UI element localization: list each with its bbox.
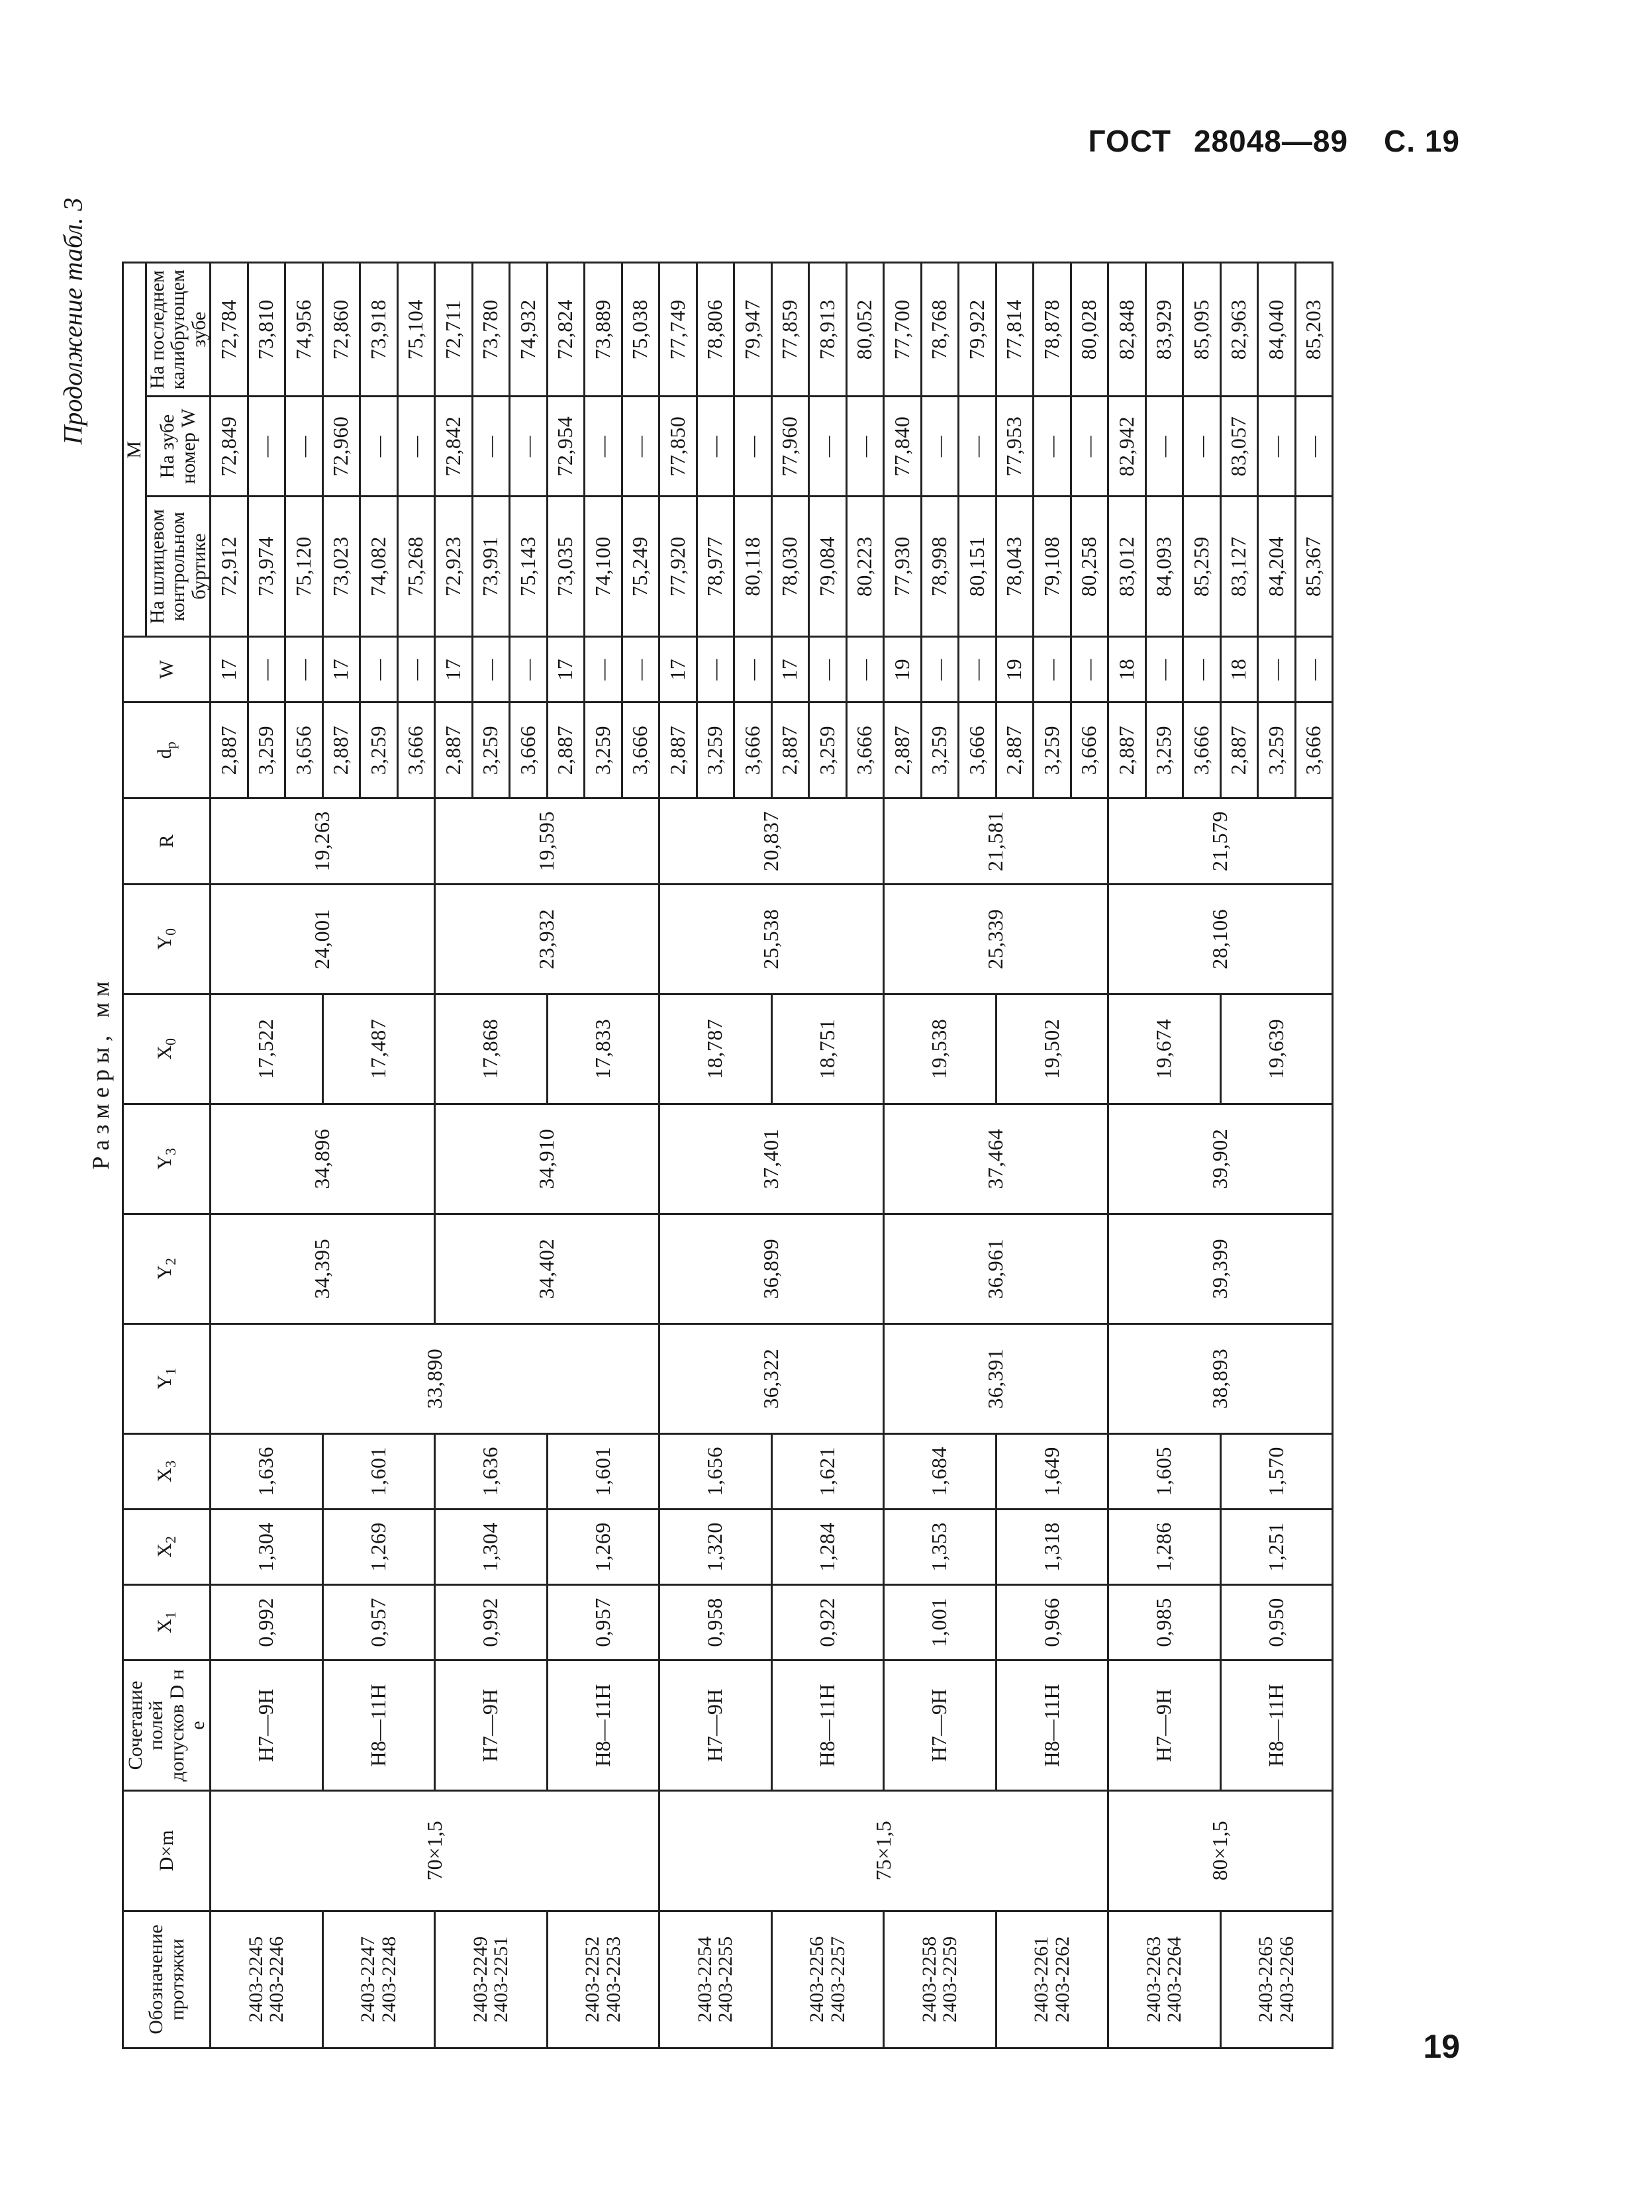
w-cell: 19 — [884, 637, 922, 702]
m-control-cell: 74,082 — [360, 496, 398, 637]
col-x3-index: 3 — [162, 1460, 179, 1468]
x0-cell: 19,538 — [884, 994, 996, 1104]
m-control-cell: 77,930 — [884, 496, 922, 637]
tolerance-cell: H7—9H — [1108, 1660, 1221, 1790]
col-y3 — [123, 1104, 211, 1214]
dp-cell: 2,887 — [1220, 702, 1258, 798]
w-cell: 17 — [435, 637, 473, 702]
y2-cell: 34,402 — [435, 1214, 659, 1323]
dp-cell: 3,259 — [921, 702, 959, 798]
m-tooth-cell: — — [360, 397, 398, 496]
m-last-cell: 78,913 — [809, 263, 847, 397]
table-row — [435, 263, 473, 2048]
m-last-cell: 78,878 — [1034, 263, 1071, 397]
col-y2 — [123, 1214, 211, 1323]
m-control-cell: 73,991 — [472, 496, 510, 637]
dp-cell: 2,887 — [547, 702, 585, 798]
w-cell: — — [846, 637, 884, 702]
x1-cell: 0,922 — [771, 1584, 884, 1660]
w-cell: — — [585, 637, 622, 702]
x0-cell: 18,751 — [771, 994, 884, 1104]
x2-cell: 1,269 — [322, 1509, 435, 1584]
y1-cell: 38,893 — [1108, 1323, 1333, 1433]
m-control-cell: 73,023 — [322, 496, 360, 637]
y2-cell: 36,961 — [884, 1214, 1108, 1323]
x2-cell: 1,304 — [211, 1509, 323, 1584]
m-last-cell: 78,806 — [697, 263, 734, 397]
dp-cell: 3,259 — [472, 702, 510, 798]
col-w: W — [123, 637, 211, 702]
m-tooth-cell: — — [622, 397, 659, 496]
m-last-cell: 74,956 — [285, 263, 323, 397]
w-cell: — — [1295, 637, 1333, 702]
w-cell: — — [1183, 637, 1221, 702]
y1-cell: 36,391 — [884, 1323, 1108, 1433]
m-control-cell: 79,084 — [809, 496, 847, 637]
m-last-cell: 75,104 — [397, 263, 435, 397]
col-x3-symbol: X — [154, 1467, 176, 1482]
m-tooth-cell: — — [1258, 397, 1296, 496]
m-tooth-cell: 72,842 — [435, 397, 473, 496]
col-x1 — [123, 1584, 211, 1660]
dp-cell: 3,666 — [1183, 702, 1221, 798]
w-cell: — — [921, 637, 959, 702]
m-control-cell: 85,367 — [1295, 496, 1333, 637]
m-last-cell: 77,700 — [884, 263, 922, 397]
col-x2-symbol: X — [154, 1543, 176, 1558]
m-tooth-cell: — — [585, 397, 622, 496]
dp-cell: 3,666 — [1295, 702, 1333, 798]
x1-cell: 0,957 — [547, 1584, 659, 1660]
col-tolerance: Сочетание полей допусков D н e — [123, 1660, 211, 1790]
m-control-cell: 80,258 — [1071, 496, 1108, 637]
x3-cell: 1,605 — [1108, 1433, 1221, 1509]
dp-cell: 3,259 — [1034, 702, 1071, 798]
m-control-cell: 75,120 — [285, 496, 323, 637]
m-tooth-cell: — — [1183, 397, 1221, 496]
x0-cell: 17,868 — [435, 994, 548, 1104]
m-last-cell: 73,889 — [585, 263, 622, 397]
m-tooth-cell: 72,954 — [547, 397, 585, 496]
w-cell: — — [397, 637, 435, 702]
w-cell: — — [734, 637, 772, 702]
designation-cell: 2403-2261 2403-2262 — [996, 1911, 1108, 2048]
m-control-cell: 73,035 — [547, 496, 585, 637]
x0-cell: 19,502 — [996, 994, 1108, 1104]
designation-cell: 2403-2245 2403-2246 — [211, 1911, 323, 2048]
m-last-cell: 78,768 — [921, 263, 959, 397]
x0-cell: 17,487 — [322, 994, 435, 1104]
dp-cell: 3,666 — [959, 702, 996, 798]
col-dp-index: р — [162, 742, 179, 749]
m-tooth-cell: — — [734, 397, 772, 496]
x2-cell: 1,251 — [1220, 1509, 1333, 1584]
x1-cell: 0,992 — [211, 1584, 323, 1660]
dp-cell: 3,666 — [734, 702, 772, 798]
m-control-cell: 75,268 — [397, 496, 435, 637]
w-cell: 18 — [1108, 637, 1146, 702]
col-dp — [123, 702, 211, 798]
m-control-cell: 78,043 — [996, 496, 1034, 637]
m-control-cell: 78,998 — [921, 496, 959, 637]
col-y0-symbol: Y — [154, 935, 176, 950]
m-last-cell: 84,040 — [1258, 263, 1296, 397]
x2-cell: 1,320 — [659, 1509, 772, 1584]
y3-cell: 37,401 — [659, 1104, 884, 1214]
dp-cell: 3,259 — [248, 702, 285, 798]
page-header — [1089, 123, 1460, 159]
col-y1-index: 1 — [162, 1367, 179, 1375]
m-control-cell: 73,974 — [248, 496, 285, 637]
w-cell: — — [809, 637, 847, 702]
m-tooth-cell: — — [248, 397, 285, 496]
m-tooth-cell: 77,850 — [659, 397, 697, 496]
standard-label: ГОСТ — [1088, 124, 1171, 158]
m-tooth-cell: 83,057 — [1220, 397, 1258, 496]
m-tooth-cell: 72,960 — [322, 397, 360, 496]
m-control-cell: 75,143 — [510, 496, 548, 637]
m-last-cell: 73,810 — [248, 263, 285, 397]
m-tooth-cell: — — [846, 397, 884, 496]
w-cell: — — [285, 637, 323, 702]
col-x0-index: 0 — [162, 1037, 179, 1045]
dp-cell: 2,887 — [659, 702, 697, 798]
designation-cell: 2403-2252 2403-2253 — [547, 1911, 659, 2048]
m-tooth-cell: — — [397, 397, 435, 496]
col-x0-symbol: X — [154, 1045, 176, 1060]
dp-cell: 3,259 — [360, 702, 398, 798]
w-cell: 17 — [659, 637, 697, 702]
col-y3-index: 3 — [162, 1147, 179, 1155]
x1-cell: 1,001 — [884, 1584, 996, 1660]
m-last-cell: 85,095 — [1183, 263, 1221, 397]
dimensions-table — [122, 262, 1334, 2049]
w-cell: — — [1071, 637, 1108, 702]
x1-cell: 0,966 — [996, 1584, 1108, 1660]
designation-cell: 2403-2256 2403-2257 — [771, 1911, 884, 2048]
m-control-cell: 77,920 — [659, 496, 697, 637]
tolerance-cell: H8—11H — [996, 1660, 1108, 1790]
m-tooth-cell: — — [959, 397, 996, 496]
table-row — [884, 263, 922, 2048]
col-x2-index: 2 — [162, 1535, 179, 1543]
m-tooth-cell: — — [697, 397, 734, 496]
col-y0 — [123, 884, 211, 994]
r-cell: 19,263 — [211, 798, 435, 885]
dp-cell: 2,887 — [771, 702, 809, 798]
w-cell: 17 — [771, 637, 809, 702]
m-tooth-cell: 77,960 — [771, 397, 809, 496]
tolerance-cell: H8—11H — [322, 1660, 435, 1790]
x0-cell: 17,522 — [211, 994, 323, 1104]
col-y2-symbol: Y — [154, 1265, 176, 1280]
r-cell: 20,837 — [659, 798, 884, 885]
table-continuation-caption: Продолжение табл. 3 — [58, 197, 88, 445]
dp-cell: 3,666 — [1071, 702, 1108, 798]
col-x2 — [123, 1509, 211, 1584]
dp-cell: 3,259 — [1145, 702, 1183, 798]
dxm-cell: 80×1,5 — [1108, 1791, 1333, 1911]
w-cell: 17 — [211, 637, 248, 702]
m-last-cell: 73,918 — [360, 263, 398, 397]
m-last-cell: 85,203 — [1295, 263, 1333, 397]
w-cell: — — [1258, 637, 1296, 702]
page-number: 19 — [1423, 2028, 1460, 2065]
col-designation: Обозначение протяжки — [123, 1911, 211, 2048]
y2-cell: 39,399 — [1108, 1214, 1333, 1323]
m-control-cell: 84,093 — [1145, 496, 1183, 637]
w-cell: 17 — [322, 637, 360, 702]
x1-cell: 0,958 — [659, 1584, 772, 1660]
w-cell: — — [248, 637, 285, 702]
tolerance-cell: H7—9H — [211, 1660, 323, 1790]
w-cell: — — [959, 637, 996, 702]
m-control-cell: 85,259 — [1183, 496, 1221, 637]
w-cell: 19 — [996, 637, 1034, 702]
m-control-cell: 83,127 — [1220, 496, 1258, 637]
m-last-cell: 75,038 — [622, 263, 659, 397]
dp-cell: 3,666 — [846, 702, 884, 798]
m-last-cell: 72,860 — [322, 263, 360, 397]
table-row — [659, 263, 697, 2048]
y0-cell: 25,339 — [884, 884, 1108, 994]
y3-cell: 37,464 — [884, 1104, 1108, 1214]
dp-cell: 3,656 — [285, 702, 323, 798]
x3-cell: 1,649 — [996, 1433, 1108, 1509]
w-cell: — — [622, 637, 659, 702]
table-body — [211, 263, 1333, 2048]
y3-cell: 34,910 — [435, 1104, 659, 1214]
x3-cell: 1,684 — [884, 1433, 996, 1509]
x2-cell: 1,304 — [435, 1509, 548, 1584]
m-control-cell: 80,151 — [959, 496, 996, 637]
m-tooth-cell: 72,849 — [211, 397, 248, 496]
col-m-last: На последнем калибрующем зубе — [146, 263, 211, 397]
m-last-cell: 72,711 — [435, 263, 473, 397]
col-dxm: D×m — [123, 1791, 211, 1911]
y0-cell: 24,001 — [211, 884, 435, 994]
units-caption: Размеры, мм — [87, 975, 114, 1170]
broach-dimensions-table — [122, 262, 1334, 2049]
w-cell: — — [1145, 637, 1183, 702]
x3-cell: 1,636 — [211, 1433, 323, 1509]
col-m-tooth: На зубе номер W — [146, 397, 211, 496]
w-cell: 18 — [1220, 637, 1258, 702]
y3-cell: 39,902 — [1108, 1104, 1333, 1214]
m-last-cell: 77,814 — [996, 263, 1034, 397]
standard-number: 28048—89 — [1193, 124, 1349, 158]
m-tooth-cell: 82,942 — [1108, 397, 1146, 496]
m-last-cell: 82,848 — [1108, 263, 1146, 397]
designation-cell: 2403-2254 2403-2255 — [659, 1911, 772, 2048]
w-cell: — — [1034, 637, 1071, 702]
col-x3 — [123, 1433, 211, 1509]
col-r: R — [123, 798, 211, 885]
col-group-m: M — [123, 263, 146, 637]
dp-cell: 2,887 — [1108, 702, 1146, 798]
m-tooth-cell: — — [1145, 397, 1183, 496]
tolerance-cell: H7—9H — [884, 1660, 996, 1790]
tolerance-cell: H7—9H — [659, 1660, 772, 1790]
x3-cell: 1,636 — [435, 1433, 548, 1509]
x2-cell: 1,286 — [1108, 1509, 1221, 1584]
m-control-cell: 74,100 — [585, 496, 622, 637]
x1-cell: 0,957 — [322, 1584, 435, 1660]
m-last-cell: 77,749 — [659, 263, 697, 397]
dp-cell: 2,887 — [211, 702, 248, 798]
m-last-cell: 79,922 — [959, 263, 996, 397]
col-x0 — [123, 994, 211, 1104]
m-last-cell: 83,929 — [1145, 263, 1183, 397]
m-last-cell: 80,028 — [1071, 263, 1108, 397]
m-tooth-cell: — — [1034, 397, 1071, 496]
m-last-cell: 80,052 — [846, 263, 884, 397]
m-control-cell: 79,108 — [1034, 496, 1071, 637]
designation-cell: 2403-2249 2403-2251 — [435, 1911, 548, 2048]
m-last-cell: 73,780 — [472, 263, 510, 397]
m-tooth-cell: — — [1295, 397, 1333, 496]
tolerance-cell: H8—11H — [771, 1660, 884, 1790]
m-tooth-cell: 77,953 — [996, 397, 1034, 496]
dxm-cell: 75×1,5 — [659, 1791, 1108, 1911]
w-cell: — — [697, 637, 734, 702]
tolerance-cell: H8—11H — [1220, 1660, 1333, 1790]
m-control-cell: 78,977 — [697, 496, 734, 637]
dp-cell: 2,887 — [322, 702, 360, 798]
dp-cell: 3,259 — [585, 702, 622, 798]
x3-cell: 1,621 — [771, 1433, 884, 1509]
x2-cell: 1,284 — [771, 1509, 884, 1584]
col-y0-index: 0 — [162, 928, 179, 936]
table-row — [1108, 263, 1146, 2048]
dp-cell: 2,887 — [435, 702, 473, 798]
col-y1 — [123, 1323, 211, 1433]
x1-cell: 0,992 — [435, 1584, 548, 1660]
m-tooth-cell: — — [510, 397, 548, 496]
w-cell: — — [510, 637, 548, 702]
m-tooth-cell: 77,840 — [884, 397, 922, 496]
dp-cell: 3,666 — [622, 702, 659, 798]
w-cell: 17 — [547, 637, 585, 702]
r-cell: 19,595 — [435, 798, 659, 885]
tolerance-cell: H7—9H — [435, 1660, 548, 1790]
m-tooth-cell: — — [285, 397, 323, 496]
dp-cell: 3,666 — [397, 702, 435, 798]
col-m-control: На шлицевом контрольном буртике — [146, 496, 211, 637]
m-last-cell: 77,859 — [771, 263, 809, 397]
col-x1-symbol: X — [154, 1619, 176, 1633]
dp-cell: 3,666 — [510, 702, 548, 798]
r-cell: 21,581 — [884, 798, 1108, 885]
designation-cell: 2403-2263 2403-2264 — [1108, 1911, 1221, 2048]
m-control-cell: 75,249 — [622, 496, 659, 637]
designation-cell: 2403-2247 2403-2248 — [322, 1911, 435, 2048]
x3-cell: 1,601 — [322, 1433, 435, 1509]
y0-cell: 23,932 — [435, 884, 659, 994]
x2-cell: 1,269 — [547, 1509, 659, 1584]
m-last-cell: 82,963 — [1220, 263, 1258, 397]
col-y3-symbol: Y — [154, 1155, 176, 1170]
designation-cell: 2403-2258 2403-2259 — [884, 1911, 996, 2048]
m-control-cell: 72,912 — [211, 496, 248, 637]
dxm-cell: 70×1,5 — [211, 1791, 659, 1911]
x0-cell: 18,787 — [659, 994, 772, 1104]
x0-cell: 17,833 — [547, 994, 659, 1104]
dp-cell: 2,887 — [884, 702, 922, 798]
page-label: С. 19 — [1384, 124, 1460, 158]
m-control-cell: 84,204 — [1258, 496, 1296, 637]
x2-cell: 1,353 — [884, 1509, 996, 1584]
y2-cell: 36,899 — [659, 1214, 884, 1323]
m-tooth-cell: — — [472, 397, 510, 496]
m-last-cell: 72,824 — [547, 263, 585, 397]
r-cell: 21,579 — [1108, 798, 1333, 885]
y0-cell: 28,106 — [1108, 884, 1333, 994]
table-row — [211, 263, 248, 2048]
m-control-cell: 72,923 — [435, 496, 473, 637]
y0-cell: 25,538 — [659, 884, 884, 994]
x1-cell: 0,950 — [1220, 1584, 1333, 1660]
dp-cell: 2,887 — [996, 702, 1034, 798]
m-last-cell: 72,784 — [211, 263, 248, 397]
dp-cell: 3,259 — [697, 702, 734, 798]
w-cell: — — [360, 637, 398, 702]
x2-cell: 1,318 — [996, 1509, 1108, 1584]
m-tooth-cell: — — [921, 397, 959, 496]
w-cell: — — [472, 637, 510, 702]
designation-cell: 2403-2265 2403-2266 — [1220, 1911, 1333, 2048]
y1-cell: 36,322 — [659, 1323, 884, 1433]
y3-cell: 34,896 — [211, 1104, 435, 1214]
m-tooth-cell: — — [809, 397, 847, 496]
y2-cell: 34,395 — [211, 1214, 435, 1323]
dp-cell: 3,259 — [809, 702, 847, 798]
x1-cell: 0,985 — [1108, 1584, 1221, 1660]
m-last-cell: 74,932 — [510, 263, 548, 397]
x3-cell: 1,570 — [1220, 1433, 1333, 1509]
col-dp-symbol: d — [154, 749, 176, 759]
dp-cell: 3,259 — [1258, 702, 1296, 798]
col-y2-index: 2 — [162, 1257, 179, 1265]
m-last-cell: 79,947 — [734, 263, 772, 397]
col-y1-symbol: Y — [154, 1374, 176, 1390]
y1-cell: 33,890 — [211, 1323, 659, 1433]
m-tooth-cell: — — [1071, 397, 1108, 496]
m-control-cell: 80,223 — [846, 496, 884, 637]
x0-cell: 19,674 — [1108, 994, 1221, 1104]
m-control-cell: 78,030 — [771, 496, 809, 637]
x0-cell: 19,639 — [1220, 994, 1333, 1104]
col-x1-index: 1 — [162, 1611, 179, 1619]
tolerance-cell: H8—11H — [547, 1660, 659, 1790]
m-control-cell: 83,012 — [1108, 496, 1146, 637]
m-control-cell: 80,118 — [734, 496, 772, 637]
x3-cell: 1,656 — [659, 1433, 772, 1509]
x3-cell: 1,601 — [547, 1433, 659, 1509]
